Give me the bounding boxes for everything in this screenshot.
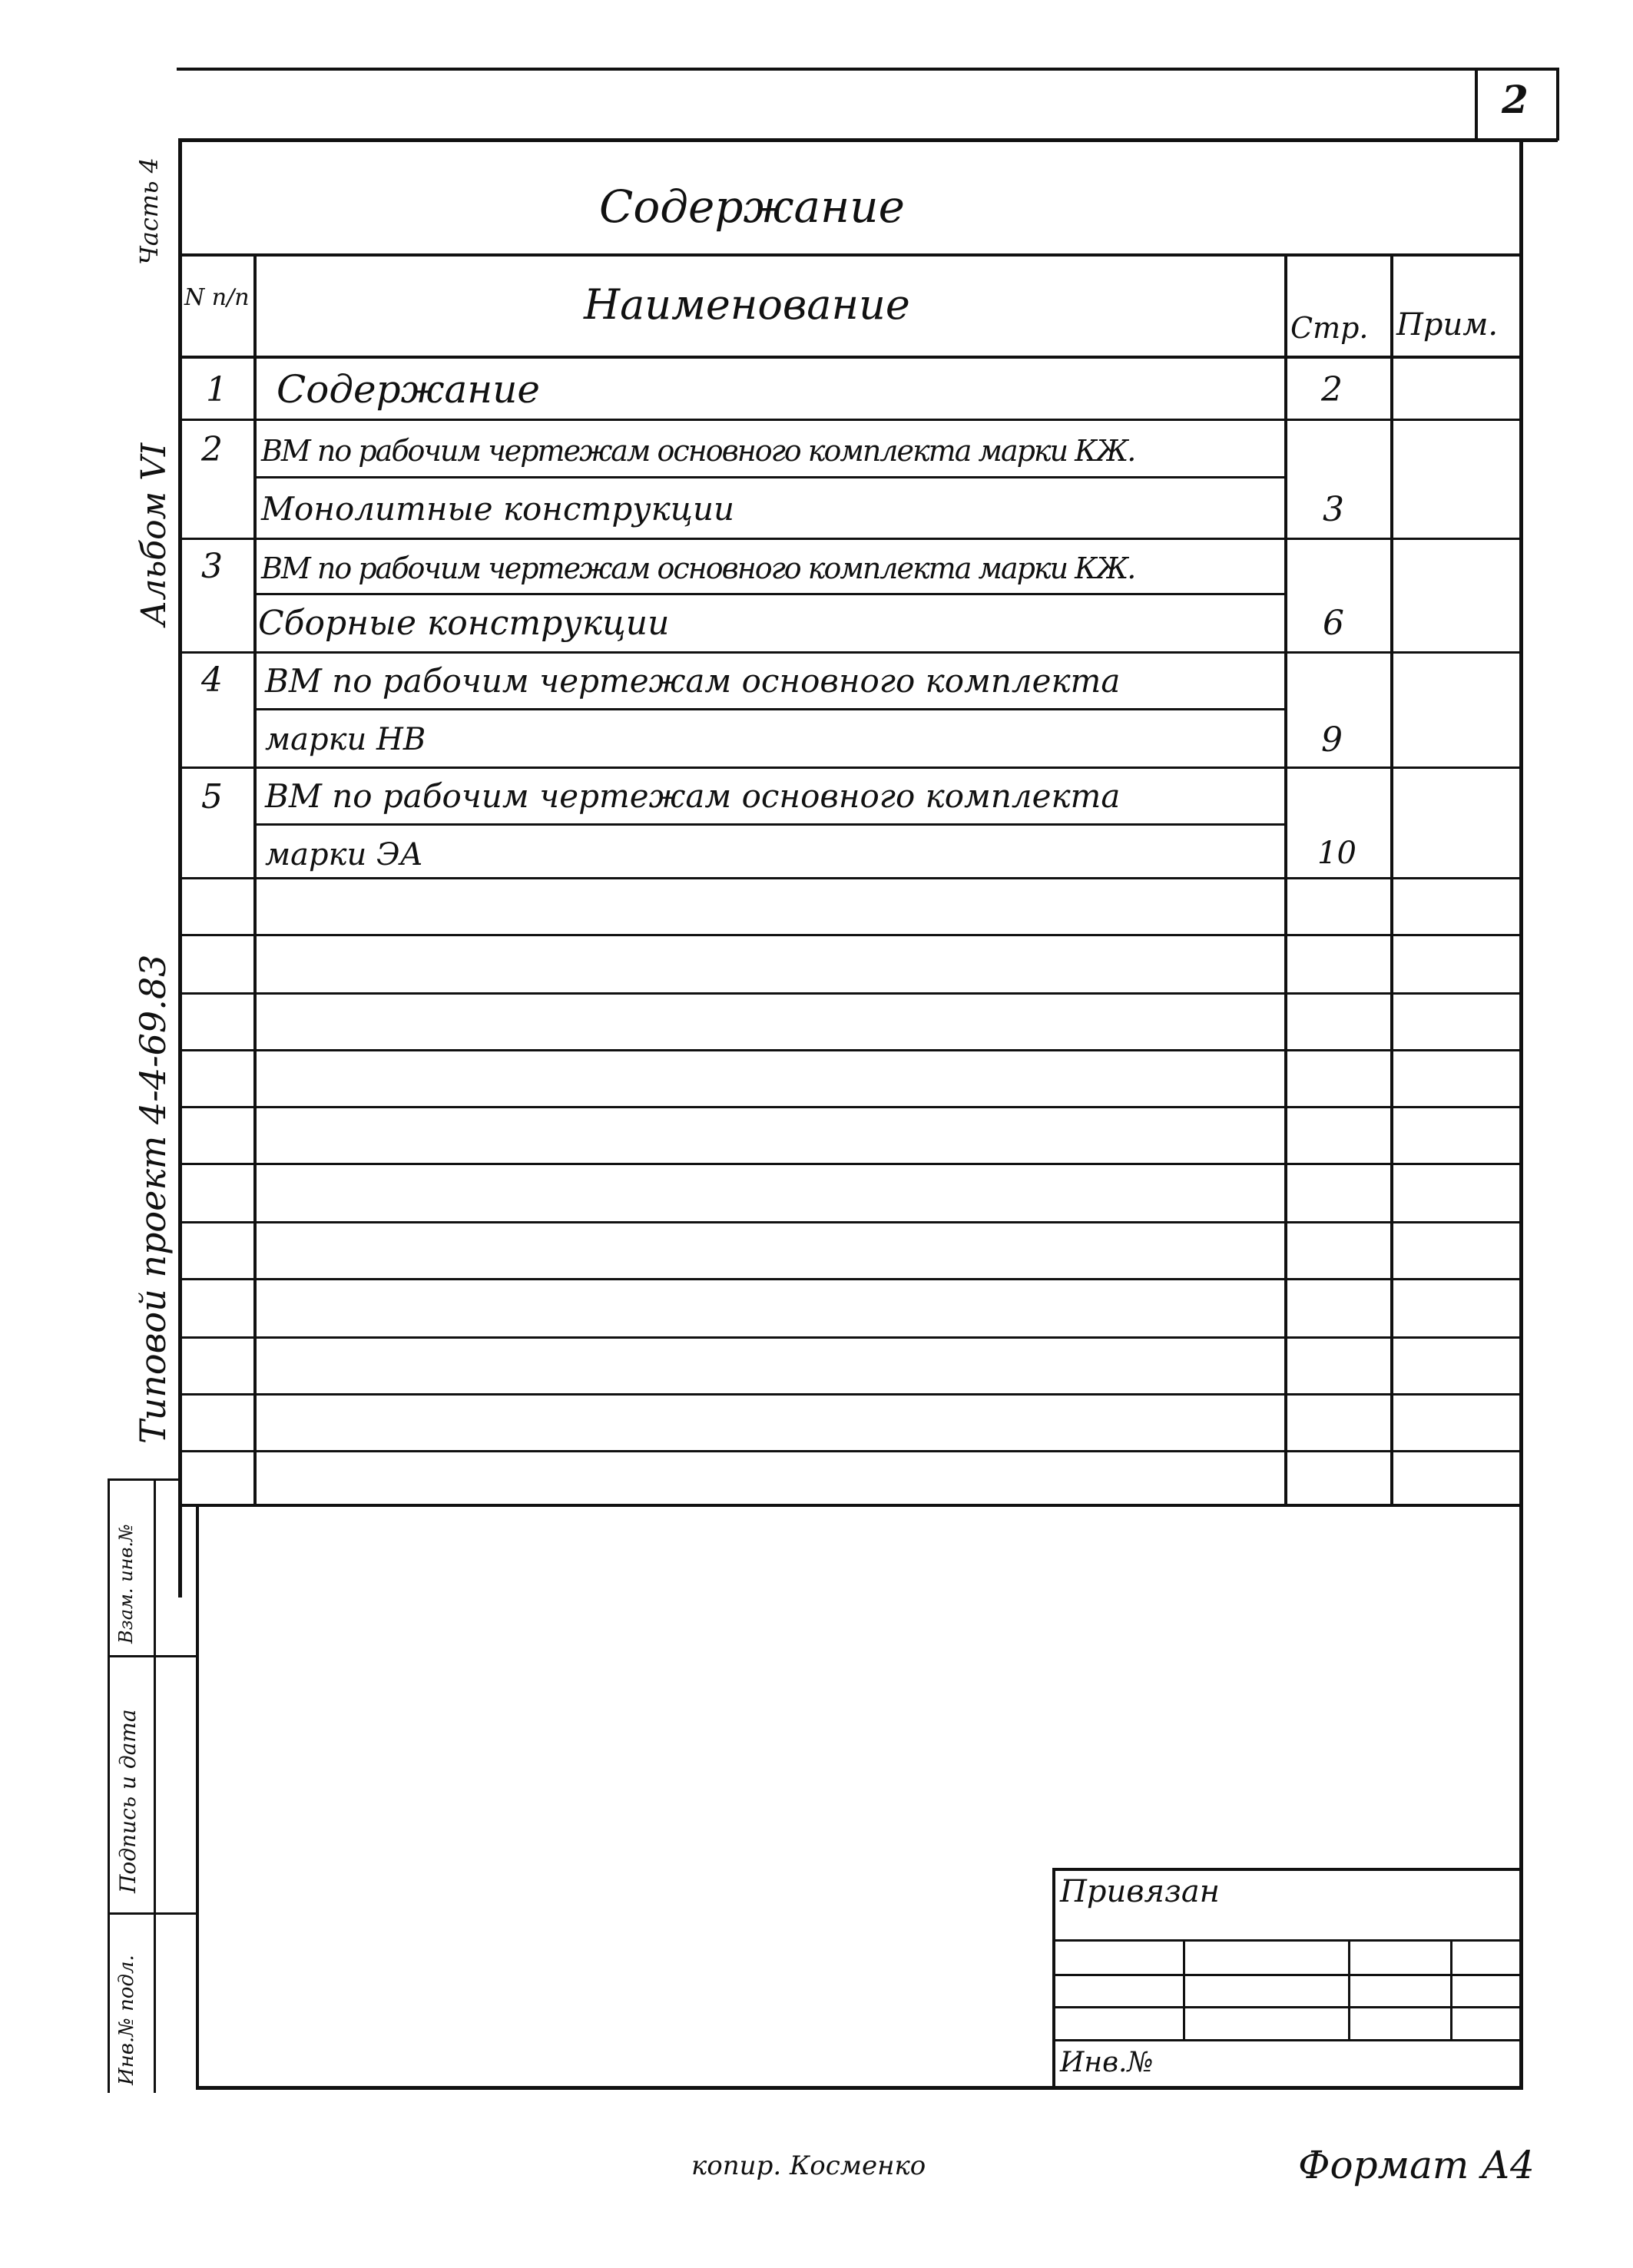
row-3-name: ВМ по рабочим чертежам основного комплекта марки КЖ.	[261, 551, 1135, 585]
row-line	[178, 766, 1522, 769]
row-line	[257, 823, 1286, 826]
row-line	[178, 877, 1522, 879]
main-frame-top	[178, 138, 1558, 142]
header-page: Стр.	[1290, 311, 1369, 345]
frame-right-line	[1556, 68, 1559, 141]
row-4-num: 4	[201, 661, 223, 700]
margin-stamp-divider	[154, 1478, 156, 2093]
side-project-label: Типовой проект 4-4-69.83	[132, 954, 174, 1444]
col-divider-page	[1390, 253, 1393, 1505]
margin-inv-podl: Инв.№ подл.	[115, 1955, 138, 2085]
row-line	[178, 934, 1522, 936]
main-frame-right	[1519, 138, 1523, 2089]
row-line	[178, 1393, 1522, 1396]
stamp-col-2	[1348, 1939, 1350, 2039]
margin-stamp-sep-1	[108, 1655, 198, 1657]
row-4b-page: 9	[1321, 720, 1343, 760]
row-3b-page: 6	[1323, 604, 1344, 643]
main-frame-left-lower	[196, 1504, 199, 2089]
row-2-name: ВМ по рабочим чертежам основного комплекта марки КЖ.	[261, 434, 1135, 468]
page-title: Содержание	[599, 180, 905, 233]
row-2-num: 2	[201, 430, 223, 469]
row-line	[178, 538, 1522, 540]
stamp-inv-no: Инв.№	[1060, 2047, 1154, 2078]
row-1-page: 2	[1321, 370, 1343, 409]
stamp-col-3	[1450, 1939, 1452, 2039]
page-number-box-left	[1475, 68, 1478, 141]
row-line	[178, 1163, 1522, 1165]
stamp-left	[1052, 1868, 1055, 2089]
margin-vzam-inv: Взам. инв.№	[115, 1524, 137, 1644]
row-line	[178, 651, 1522, 654]
row-5b-name: марки ЭА	[265, 837, 423, 872]
margin-stamp-top	[108, 1478, 181, 1481]
row-3b-name: Сборные конструкции	[258, 604, 670, 643]
col-divider-name	[1284, 253, 1287, 1505]
side-album-label: Альбом VI	[134, 442, 174, 626]
row-line	[178, 992, 1522, 995]
row-1-name: Содержание	[277, 367, 541, 412]
row-line	[178, 1278, 1522, 1280]
row-line	[257, 593, 1286, 595]
stamp-col-1	[1183, 1939, 1185, 2039]
page-number: 2	[1502, 77, 1529, 122]
side-part-label: Часть 4	[134, 157, 164, 265]
row-line	[178, 1106, 1522, 1108]
stamp-line-4	[1052, 2039, 1522, 2041]
row-line	[257, 476, 1286, 478]
row-line	[178, 419, 1522, 421]
footer-format: Формат А4	[1298, 2143, 1535, 2187]
row-2b-name: Монолитные конструкции	[261, 490, 735, 528]
header-note: Прим.	[1396, 307, 1499, 343]
table-bottom-line	[178, 1504, 1522, 1507]
col-divider-num	[253, 253, 257, 1505]
row-line	[178, 1221, 1522, 1223]
row-4-name: ВМ по рабочим чертежам основного комплекта	[265, 662, 1121, 700]
row-line	[257, 708, 1286, 710]
top-border-line	[177, 68, 1559, 71]
row-line	[178, 1336, 1522, 1339]
row-3-num: 3	[201, 547, 223, 586]
header-name: Наименование	[584, 280, 910, 329]
title-divider	[178, 253, 1522, 257]
row-1-num: 1	[206, 370, 227, 409]
row-5-name: ВМ по рабочим чертежам основного комплекта	[265, 777, 1121, 815]
row-line	[178, 1049, 1522, 1051]
main-frame-bottom	[196, 2086, 1523, 2090]
row-5b-page: 10	[1317, 836, 1356, 871]
header-bottom-line	[178, 356, 1522, 359]
row-2b-page: 3	[1323, 490, 1344, 529]
margin-podp-data: Подпись и дата	[115, 1709, 141, 1893]
footer-copied: копир. Косменко	[691, 2150, 926, 2181]
stamp-top	[1052, 1868, 1522, 1871]
margin-stamp-sep-2	[108, 1912, 198, 1915]
stamp-privyazan: Привязан	[1060, 1874, 1221, 1909]
row-line	[178, 1450, 1522, 1452]
margin-stamp-outer-left	[108, 1478, 110, 2093]
row-5-num: 5	[201, 777, 223, 816]
row-4b-name: марки НВ	[265, 722, 426, 757]
header-num: N п/п	[184, 284, 250, 311]
